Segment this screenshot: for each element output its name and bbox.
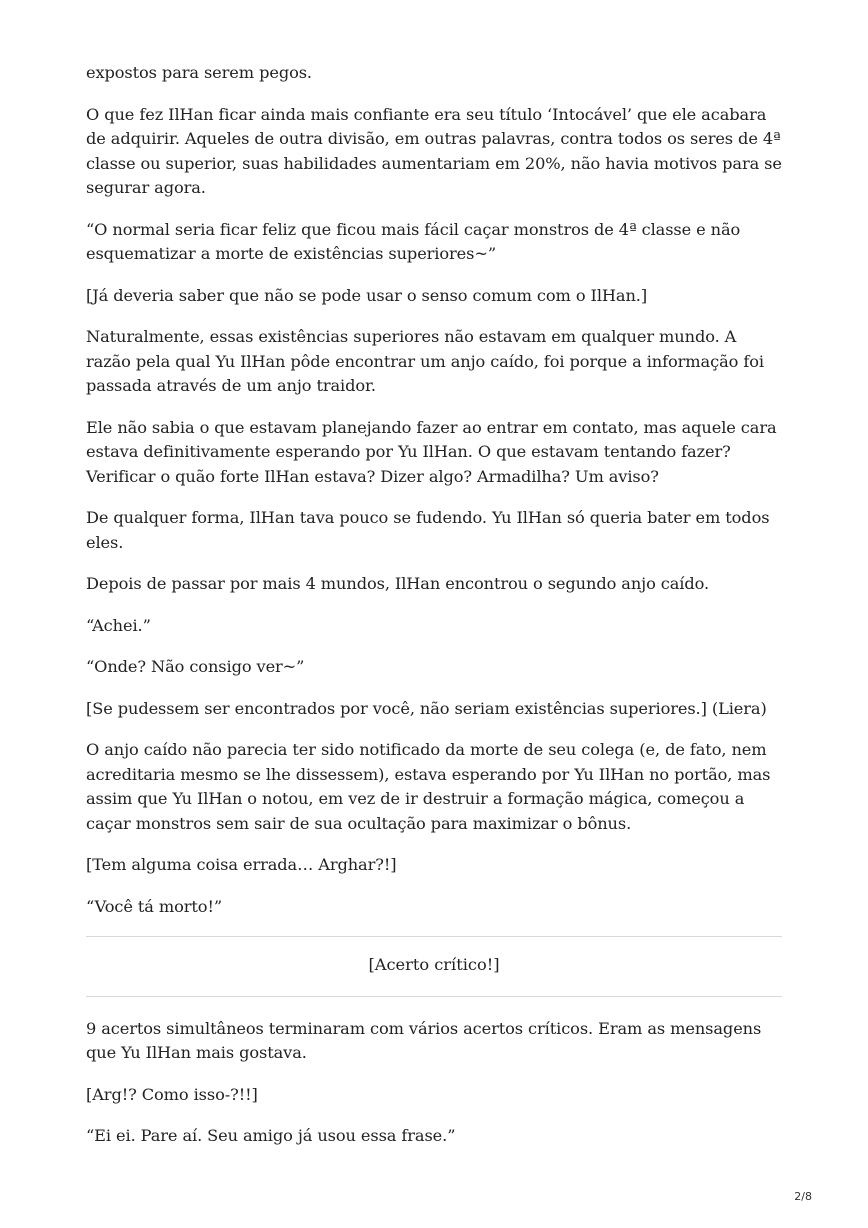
paragraph: “Você tá morto!” [86,896,223,916]
paragraph: “Achei.” [86,615,151,635]
divider-bottom [86,996,782,997]
paragraph: expostos para serem pegos. [86,63,312,82]
paragraph: “O normal seria ficar feliz que ficou mais fácil caçar monstros de 4ª classe e não esquematizar a morte de existências superiores~” [86,219,741,263]
paragraph: [Tem alguma coisa errada… Arghar?!] [86,855,397,874]
paragraph: O anjo caído não parecia ter sido notificado da morte de seu colega (e, de fato, nem acreditaria mesmo se lhe dissessem), estava esperando por Yu IlHan no portão, mas assim que Yu IlHan o notou, em vez de ir destruir a formação mágica, começou a caçar monstros sem sair de sua ocultação para maximizar o bônus. [86,740,771,833]
document-body [86,61,786,1166]
paragraph: [Já deveria saber que não se pode usar o senso comum com o IlHan.] [86,285,648,305]
paragraph: De qualquer forma, IlHan tava pouco se fudendo. Yu IlHan só queria bater em todos eles. [86,508,770,552]
paragraph: [Se pudessem ser encontrados por você, não seriam existências superiores.] (Liera) [86,698,767,718]
paragraph: “Ei ei. Pare aí. Seu amigo já usou essa frase.” [86,1126,456,1145]
paragraph: 9 acertos simultâneos terminaram com vários acertos críticos. Eram as mensagens que Yu IlHan mais gostava. [86,1018,762,1062]
paragraph: O que fez IlHan ficar ainda mais confiante era seu título ‘Intocável’ que ele acabara de adquirir. Aqueles de outra divisão, em outras palavras, contra todos os seres de 4ª classe ou superior, suas habilidades aumentariam em 20%, não havia motivos para se segurar agora. [86,104,782,197]
paragraph: Naturalmente, essas existências superiores não estavam em qualquer mundo. A razão pela qual Yu IlHan pôde encontrar um anjo caído, foi porque a informação foi passada através de um anjo traidor. [86,327,764,395]
page-number: 2/8 [794,1190,812,1203]
paragraph: [Arg!? Como isso-?!!] [86,1084,258,1104]
system-message: [Acerto crítico!] [368,955,500,974]
paragraph: “Onde? Não consigo ver~” [86,657,305,676]
paragraph: Ele não sabia o que estavam planejando fazer ao entrar em contato, mas aquele cara estava definitivamente esperando por Yu IlHan. O que estavam tentando fazer? Verificar o quão forte IlHan estava? Dizer algo? Armadilha? Um aviso? [86,417,777,486]
paragraph: Depois de passar por mais 4 mundos, IlHan encontrou o segundo anjo caído. [86,574,710,593]
